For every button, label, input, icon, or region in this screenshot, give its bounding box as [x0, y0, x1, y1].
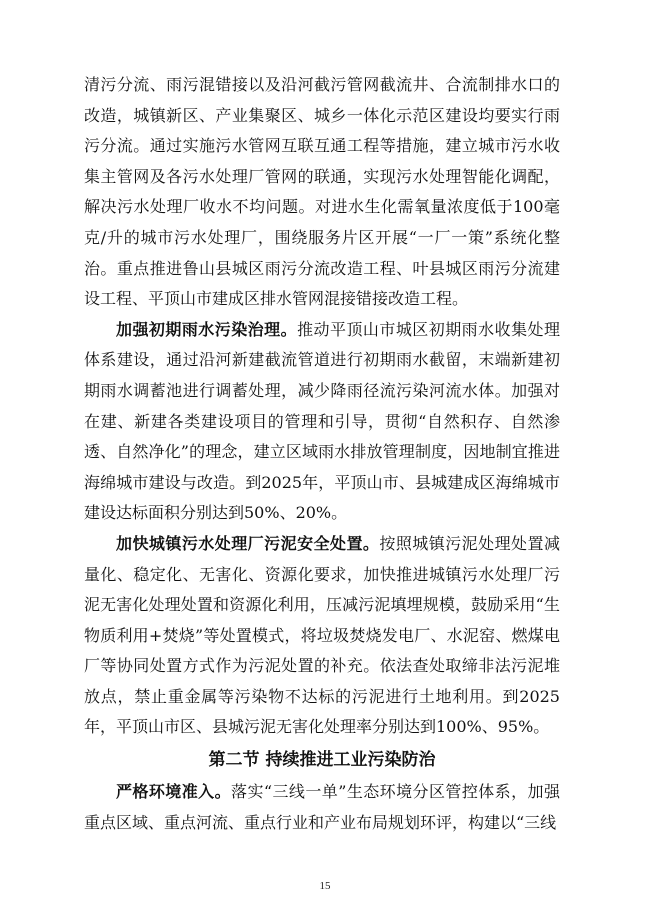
paragraph-continued [84, 70, 560, 315]
paragraph-environment-access [84, 777, 560, 838]
paragraph-text: 按照城镇污泥处理处置减量化、稳定化、无害化、资源化要求，加快推进城镇污水处理厂污泥无害化处理处置和资源化利用，压减污泥填埋规模，鼓励采用“生物质利用+焚烧”等处置模式，将垃圾焚烧发电厂、水泥窑、燃煤电厂等协同处置方式作为污泥处置的补充。依法查处取缔非法污泥堆放点，禁止重金属等污染物不达标的污泥进行土地利用。到2025年，平顶山市区、县城污泥无害化处理率分别达到100%、95%。 [84, 533, 560, 737]
paragraph-text: 推动平顶山市城区初期雨水收集处理体系建设，通过沿河新建截流管道进行初期雨水截留，末端新建初期雨水调蓄池进行调蓄处理，减少降雨径流污染河流水体。加强对在建、新建各类建设项目的管理和引导，贯彻“自然积存、自然渗透、自然净化”的理念，建立区域雨水排放管理制度，因地制宜推进海绵城市建设与改造。到2025年，平顶山市、县城建成区海绵城市建设达标面积分别达到50%、20%。 [84, 319, 560, 523]
paragraph-lead: 严格环境准入。 [116, 782, 232, 802]
paragraph-initial-rainwater [84, 315, 560, 529]
paragraph-sludge-disposal [84, 529, 560, 743]
page-number: 15 [319, 880, 331, 892]
section-title: 第二节 持续推进工业污染防治 [208, 750, 436, 771]
paragraph-text: 落实“三线一单”生态环境分区管控体系，加强重点区域、重点河流、重点行业和产业布局规划环评，构建以“三线 [84, 782, 560, 832]
paragraph-lead: 加强初期雨水污染治理。 [116, 319, 298, 339]
paragraph-text: 清污分流、雨污混错接以及沿河截污管网截流井、合流制排水口的改造，城镇新区、产业集聚区、城乡一体化示范区建设均要实行雨污分流。通过实施污水管网互联互通工程等措施，建立城市污水收集主管网及各污水处理厂管网的联通，实现污水处理智能化调配，解决污水处理厂收水不均问题。对进水生化需氧量浓度低于100毫克/升的城市污水处理厂，围绕服务片区开展“一厂一策”系统化整治。重点推进鲁山县城区雨污分流改造工程、叶县城区雨污分流建设工程、平顶山市建成区排水管网混接错接改造工程。 [84, 75, 560, 309]
document-body [84, 70, 560, 838]
paragraph-lead: 加快城镇污水处理厂污泥安全处置。 [116, 533, 380, 553]
